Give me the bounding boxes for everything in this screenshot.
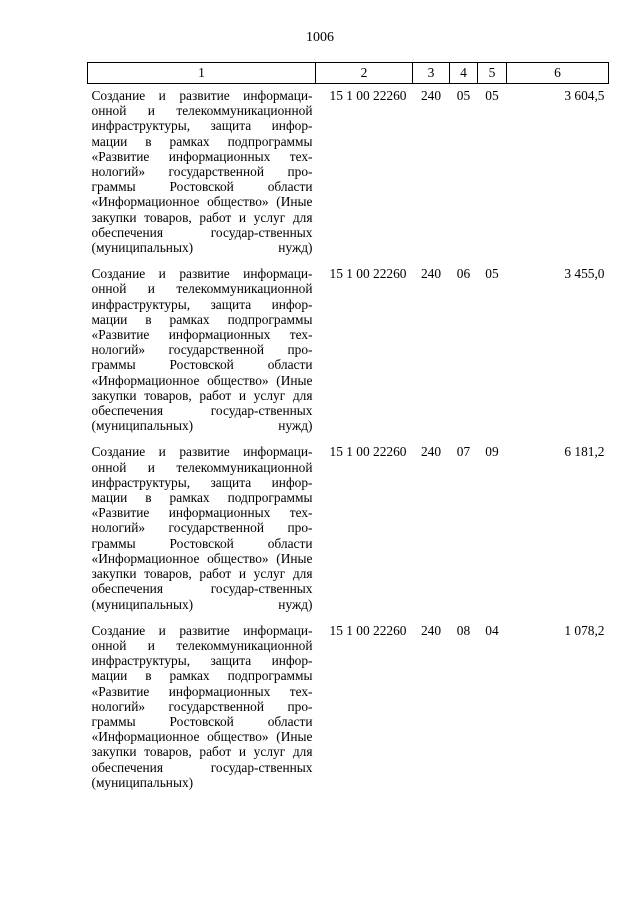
row-subsection: 09 [485, 444, 499, 460]
row-subsection: 04 [485, 622, 499, 638]
row-name: Создание и развитие информаци-онной и телекоммуникационной инфраструктуры, защита инфор-мации в рамках подпрограммы «Развитие информационных тех-нологий» государственной про-граммы Ростовской области «Информационное общество» (Иные закупки товаров, работ и услуг для обеспечения государ-ственных (муниципальных) нужд) [91, 444, 313, 612]
row-section: 05 [456, 88, 471, 103]
row-target-code: 15 1 00 22260 [329, 444, 407, 460]
row-section: 07 [456, 444, 471, 460]
row-expense-type: 240 [420, 266, 442, 282]
row-target-code: 15 1 00 22260 [329, 622, 407, 638]
row-amount: 3 604,5 [564, 88, 605, 103]
row-amount: 6 181,2 [564, 444, 605, 460]
budget-table [87, 62, 609, 797]
row-target-code: 15 1 00 22260 [329, 88, 407, 103]
table-body [88, 84, 609, 797]
column-header-2: 2 [316, 63, 413, 84]
column-header-6: 6 [507, 63, 609, 84]
row-subsection: 05 [485, 266, 499, 282]
row-section: 06 [456, 266, 471, 282]
row-amount: 1 078,2 [564, 622, 605, 638]
column-header-5: 5 [478, 63, 507, 84]
row-amount: 3 455,0 [564, 266, 605, 282]
row-target-code: 15 1 00 22260 [329, 266, 407, 282]
row-expense-type: 240 [420, 622, 442, 638]
column-header-1: 1 [88, 63, 316, 84]
table-header [88, 63, 609, 84]
column-header-3: 3 [413, 63, 450, 84]
row-name: Создание и развитие информаци-онной и телекоммуникационной инфраструктуры, защита инфор-мации в рамках подпрограммы «Развитие информационных тех-нологий» государственной про-граммы Ростовской области «Информационное общество» (Иные закупки товаров, работ и услуг для обеспечения государ-ственных (муниципальных) [91, 622, 313, 790]
row-section: 08 [456, 622, 471, 638]
row-expense-type: 240 [420, 88, 442, 103]
row-subsection: 05 [485, 88, 499, 103]
page-number: 1006 [306, 30, 334, 45]
column-header-4: 4 [450, 63, 478, 84]
table-row [88, 262, 609, 440]
row-name: Создание и развитие информаци-онной и телекоммуникационной инфраструктуры, защита инфор-мации в рамках подпрограммы «Развитие информационных тех-нологий» государственной про-граммы Ростовской области «Информационное общество» (Иные закупки товаров, работ и услуг для обеспечения государ-ственных (муниципальных) нужд) [91, 266, 313, 434]
row-name: Создание и развитие информаци-онной и телекоммуникационной инфраструктуры, защита инфор-мации в рамках подпрограммы «Развитие информационных тех-нологий» государственной про-граммы Ростовской области «Информационное общество» (Иные закупки товаров, работ и услуг для обеспечения государ-ственных (муниципальных) нужд) [91, 88, 313, 256]
table-row [88, 84, 609, 263]
table-row [88, 619, 609, 797]
table-row [88, 440, 609, 618]
header-row [88, 63, 609, 84]
row-expense-type: 240 [420, 444, 442, 460]
